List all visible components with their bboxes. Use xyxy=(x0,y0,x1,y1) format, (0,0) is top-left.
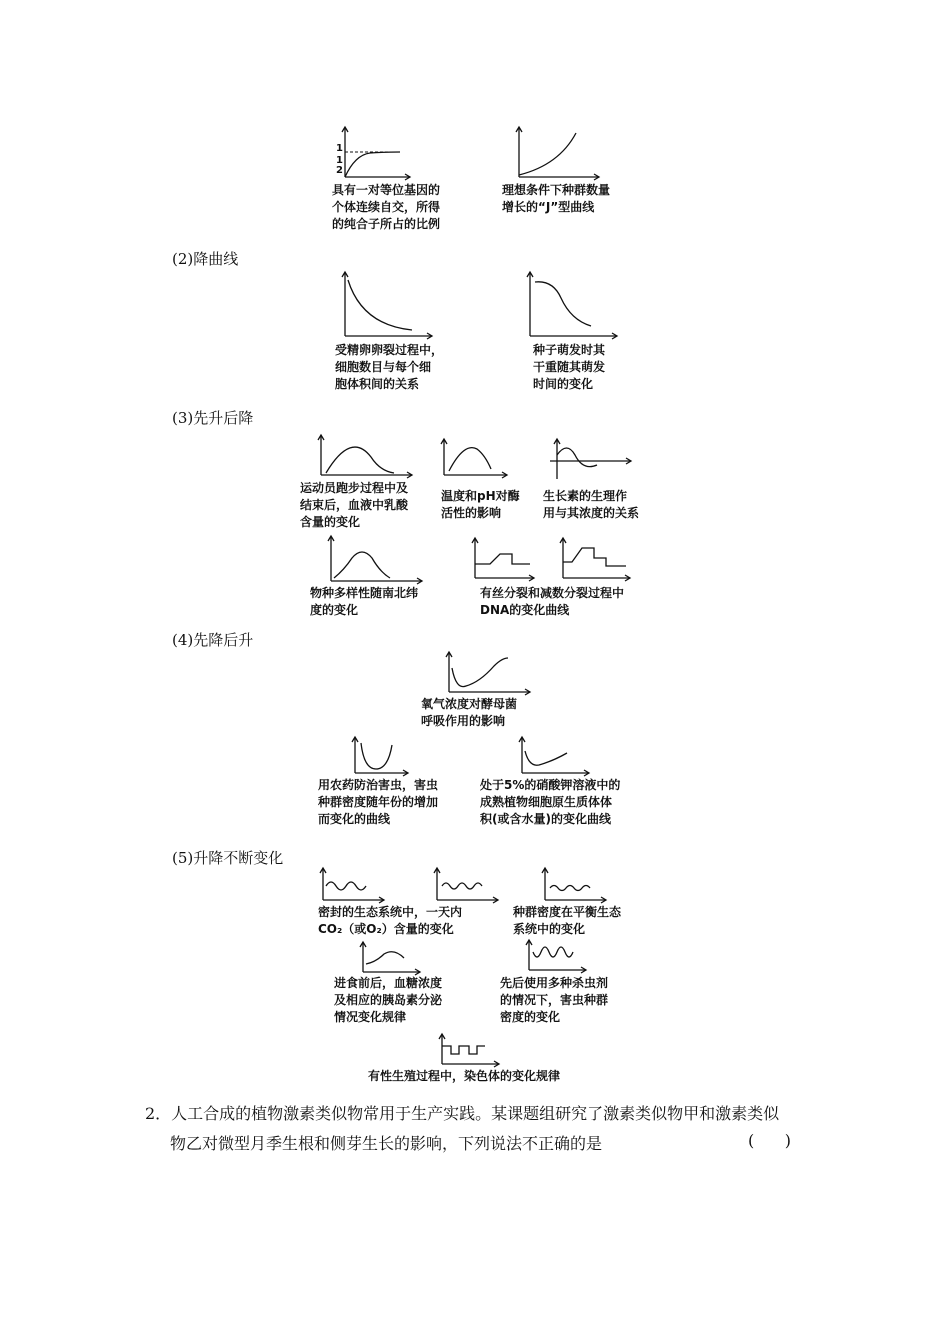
section-label-fall-rise: (4)先降后升 xyxy=(172,631,254,649)
curve xyxy=(326,447,394,473)
caption-j-curve: 理想条件下种群数量 增长的“J”型曲线 xyxy=(502,183,611,214)
question-line-2: 物乙对微型月季生根和侧芽生长的影响，下列说法不正确的是 xyxy=(170,1134,603,1153)
graph-j-curve xyxy=(514,125,604,180)
caption-co2: 密封的生态系统中，一天内 CO₂（或O₂）含量的变化 xyxy=(318,905,463,936)
curve xyxy=(348,280,412,330)
curve xyxy=(525,751,567,765)
curve xyxy=(557,448,597,467)
caption-seed: 种子萌发时其 干重随其萌发 时间的变化 xyxy=(533,343,606,391)
graph-glucose xyxy=(358,940,428,976)
curve xyxy=(533,947,573,957)
curve xyxy=(442,883,482,889)
graph-co2 xyxy=(318,866,408,904)
curve xyxy=(361,743,392,769)
graph-diversity xyxy=(326,534,426,584)
curve xyxy=(326,882,366,890)
graph-co2-b xyxy=(432,866,522,904)
graph-chromosome xyxy=(437,1032,507,1068)
curve xyxy=(366,952,404,964)
caption-lactic: 运动员跑步过程中及 结束后，血液中乳酸 含量的变化 xyxy=(300,481,409,529)
tick-half-bottom: 2 xyxy=(336,165,343,176)
curve xyxy=(442,1046,485,1054)
caption-insecticide: 先后使用多种杀虫剂 的情况下，害虫种群 密度的变化 xyxy=(500,976,609,1024)
curve xyxy=(475,554,530,564)
curve xyxy=(452,658,508,687)
graph-yeast xyxy=(444,650,534,695)
question-2 xyxy=(145,1099,805,1159)
curve xyxy=(519,133,576,175)
graph-enzyme xyxy=(439,437,509,479)
curve xyxy=(334,552,390,578)
graph-heterozygote xyxy=(330,125,450,180)
curve xyxy=(535,282,591,326)
caption-diversity: 物种多样性随南北纬 度的变化 xyxy=(310,586,419,617)
section-label-decline: (2)降曲线 xyxy=(172,250,239,268)
section-label-fluctuating: (5)升降不断变化 xyxy=(172,849,284,867)
caption-pesticide: 用农药防治害虫，害虫 种群密度随年份的增加 而变化的曲线 xyxy=(318,778,439,826)
caption-enzyme: 温度和pH对酶 活性的影响 xyxy=(441,489,520,520)
graph-cleavage xyxy=(340,270,435,340)
curve xyxy=(449,448,491,471)
graph-dna-mitosis xyxy=(470,536,538,581)
caption-cleavage: 受精卵卵裂过程中， 细胞数目与每个细 胞体积间的关系 xyxy=(335,343,444,391)
graph-auxin xyxy=(545,437,635,479)
caption-dna: 有丝分裂和减数分裂过程中 DNA的变化曲线 xyxy=(480,586,625,617)
section-label-rise-fall: (3)先升后降 xyxy=(172,409,254,427)
graph-dna-meiosis xyxy=(558,536,633,581)
graph-pesticide xyxy=(350,735,410,777)
curve xyxy=(550,886,590,891)
caption-density: 种群密度在平衡生态 系统中的变化 xyxy=(513,905,622,936)
graph-lactic xyxy=(316,433,416,478)
graph-kno3 xyxy=(517,735,592,777)
caption-glucose: 进食前后，血糖浓度 及相应的胰岛素分泌 情况变化规律 xyxy=(334,976,443,1024)
caption-heterozygote: 具有一对等位基因的 个体连续自交，所得 的纯合子所占的比例 xyxy=(332,183,441,231)
graph-seed xyxy=(525,270,620,340)
caption-chromosome: 有性生殖过程中，染色体的变化规律 xyxy=(368,1069,561,1083)
question-line-1: 2．人工合成的植物激素类似物常用于生产实践。某课题组研究了激素类似物甲和激素类似 xyxy=(145,1104,780,1123)
tick-one: 1 xyxy=(336,143,343,154)
graph-insecticide xyxy=(524,938,594,974)
curve xyxy=(345,152,400,177)
curve xyxy=(563,548,626,566)
caption-yeast: 氧气浓度对酵母菌 呼吸作用的影响 xyxy=(421,697,518,728)
answer-parentheses: ( ) xyxy=(748,1131,791,1150)
caption-auxin: 生长素的生理作 用与其浓度的关系 xyxy=(543,489,640,520)
graph-density xyxy=(540,866,630,904)
caption-kno3: 处于5%的硝酸钾溶液中的 成熟植物细胞原生质体体 积(或含水量)的变化曲线 xyxy=(480,778,621,826)
tick-half-top: 1 xyxy=(336,155,343,166)
